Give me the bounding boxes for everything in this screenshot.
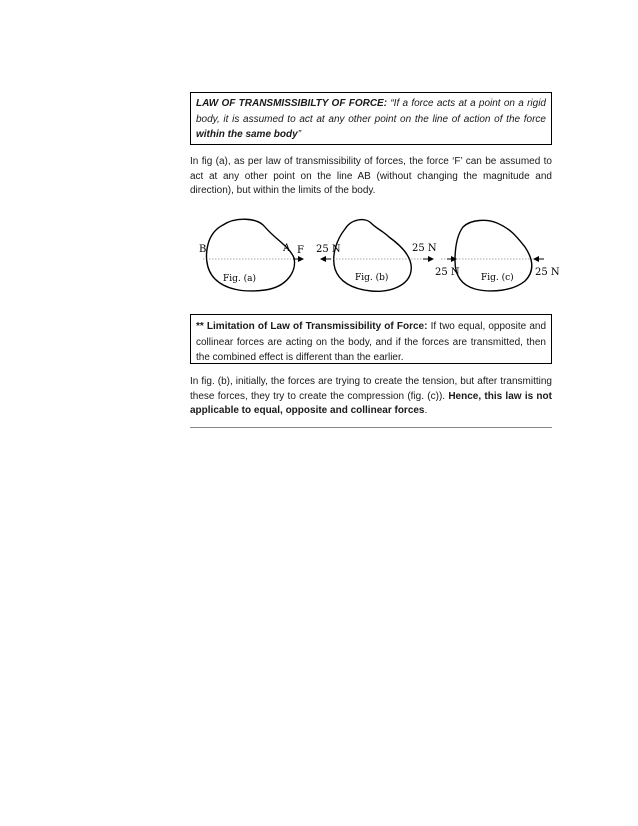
label-b: B <box>199 244 207 255</box>
force-label-b-left: 25 N <box>316 244 341 255</box>
caption-fig-b: Fig. (b) <box>355 273 389 283</box>
conclusion-emphasis: Hence, this law is not applicable to equal, opposite and collinear forces <box>190 390 552 417</box>
force-label-c-right: 25 N <box>535 267 560 278</box>
label-a: A <box>283 243 291 254</box>
law-statement: “If a force acts at a point on a rigid body, it is assumed to act at any other point on the line of action of the force <box>196 98 546 125</box>
fig-a <box>199 219 304 291</box>
explanation-paragraph: In fig (a), as per law of transmissibility of forces, the force ‘F’ can be assumed to act at any other point on the line AB (without changing the magnitude and direction), but within the limits of the body. <box>190 156 552 197</box>
law-emphasis: within the same body <box>196 129 298 140</box>
law-title: LAW OF TRANSMISSIBILTY OF FORCE: <box>196 98 388 109</box>
limitation-box <box>190 314 552 364</box>
label-f: F <box>297 245 304 256</box>
force-label-b-right: 25 N <box>412 243 437 254</box>
fig-b <box>316 220 437 292</box>
transmissibility-figure <box>195 213 565 298</box>
conclusion-text: In fig. (b), initially, the forces are trying to create the tension, but after transmitting these forces, they try to create the compression (fig. (c)). <box>190 376 552 402</box>
caption-fig-a: Fig. (a) <box>223 274 256 284</box>
fig-c <box>435 220 560 291</box>
law-close-quote: ” <box>297 129 302 140</box>
limitation-text: If two equal, opposite and collinear forces are acting on the body, and if the forces are transmitted, then the combined effect is different than the earlier. <box>196 321 547 363</box>
horizontal-rule <box>190 427 552 428</box>
conclusion-paragraph <box>190 375 552 419</box>
law-definition-box <box>190 92 552 145</box>
caption-fig-c: Fig. (c) <box>481 273 514 283</box>
limitation-title: ** Limitation of Law of Transmissibility of Force: <box>196 321 428 332</box>
force-label-c-left: 25 N <box>435 267 460 278</box>
conclusion-end: . <box>424 405 428 417</box>
